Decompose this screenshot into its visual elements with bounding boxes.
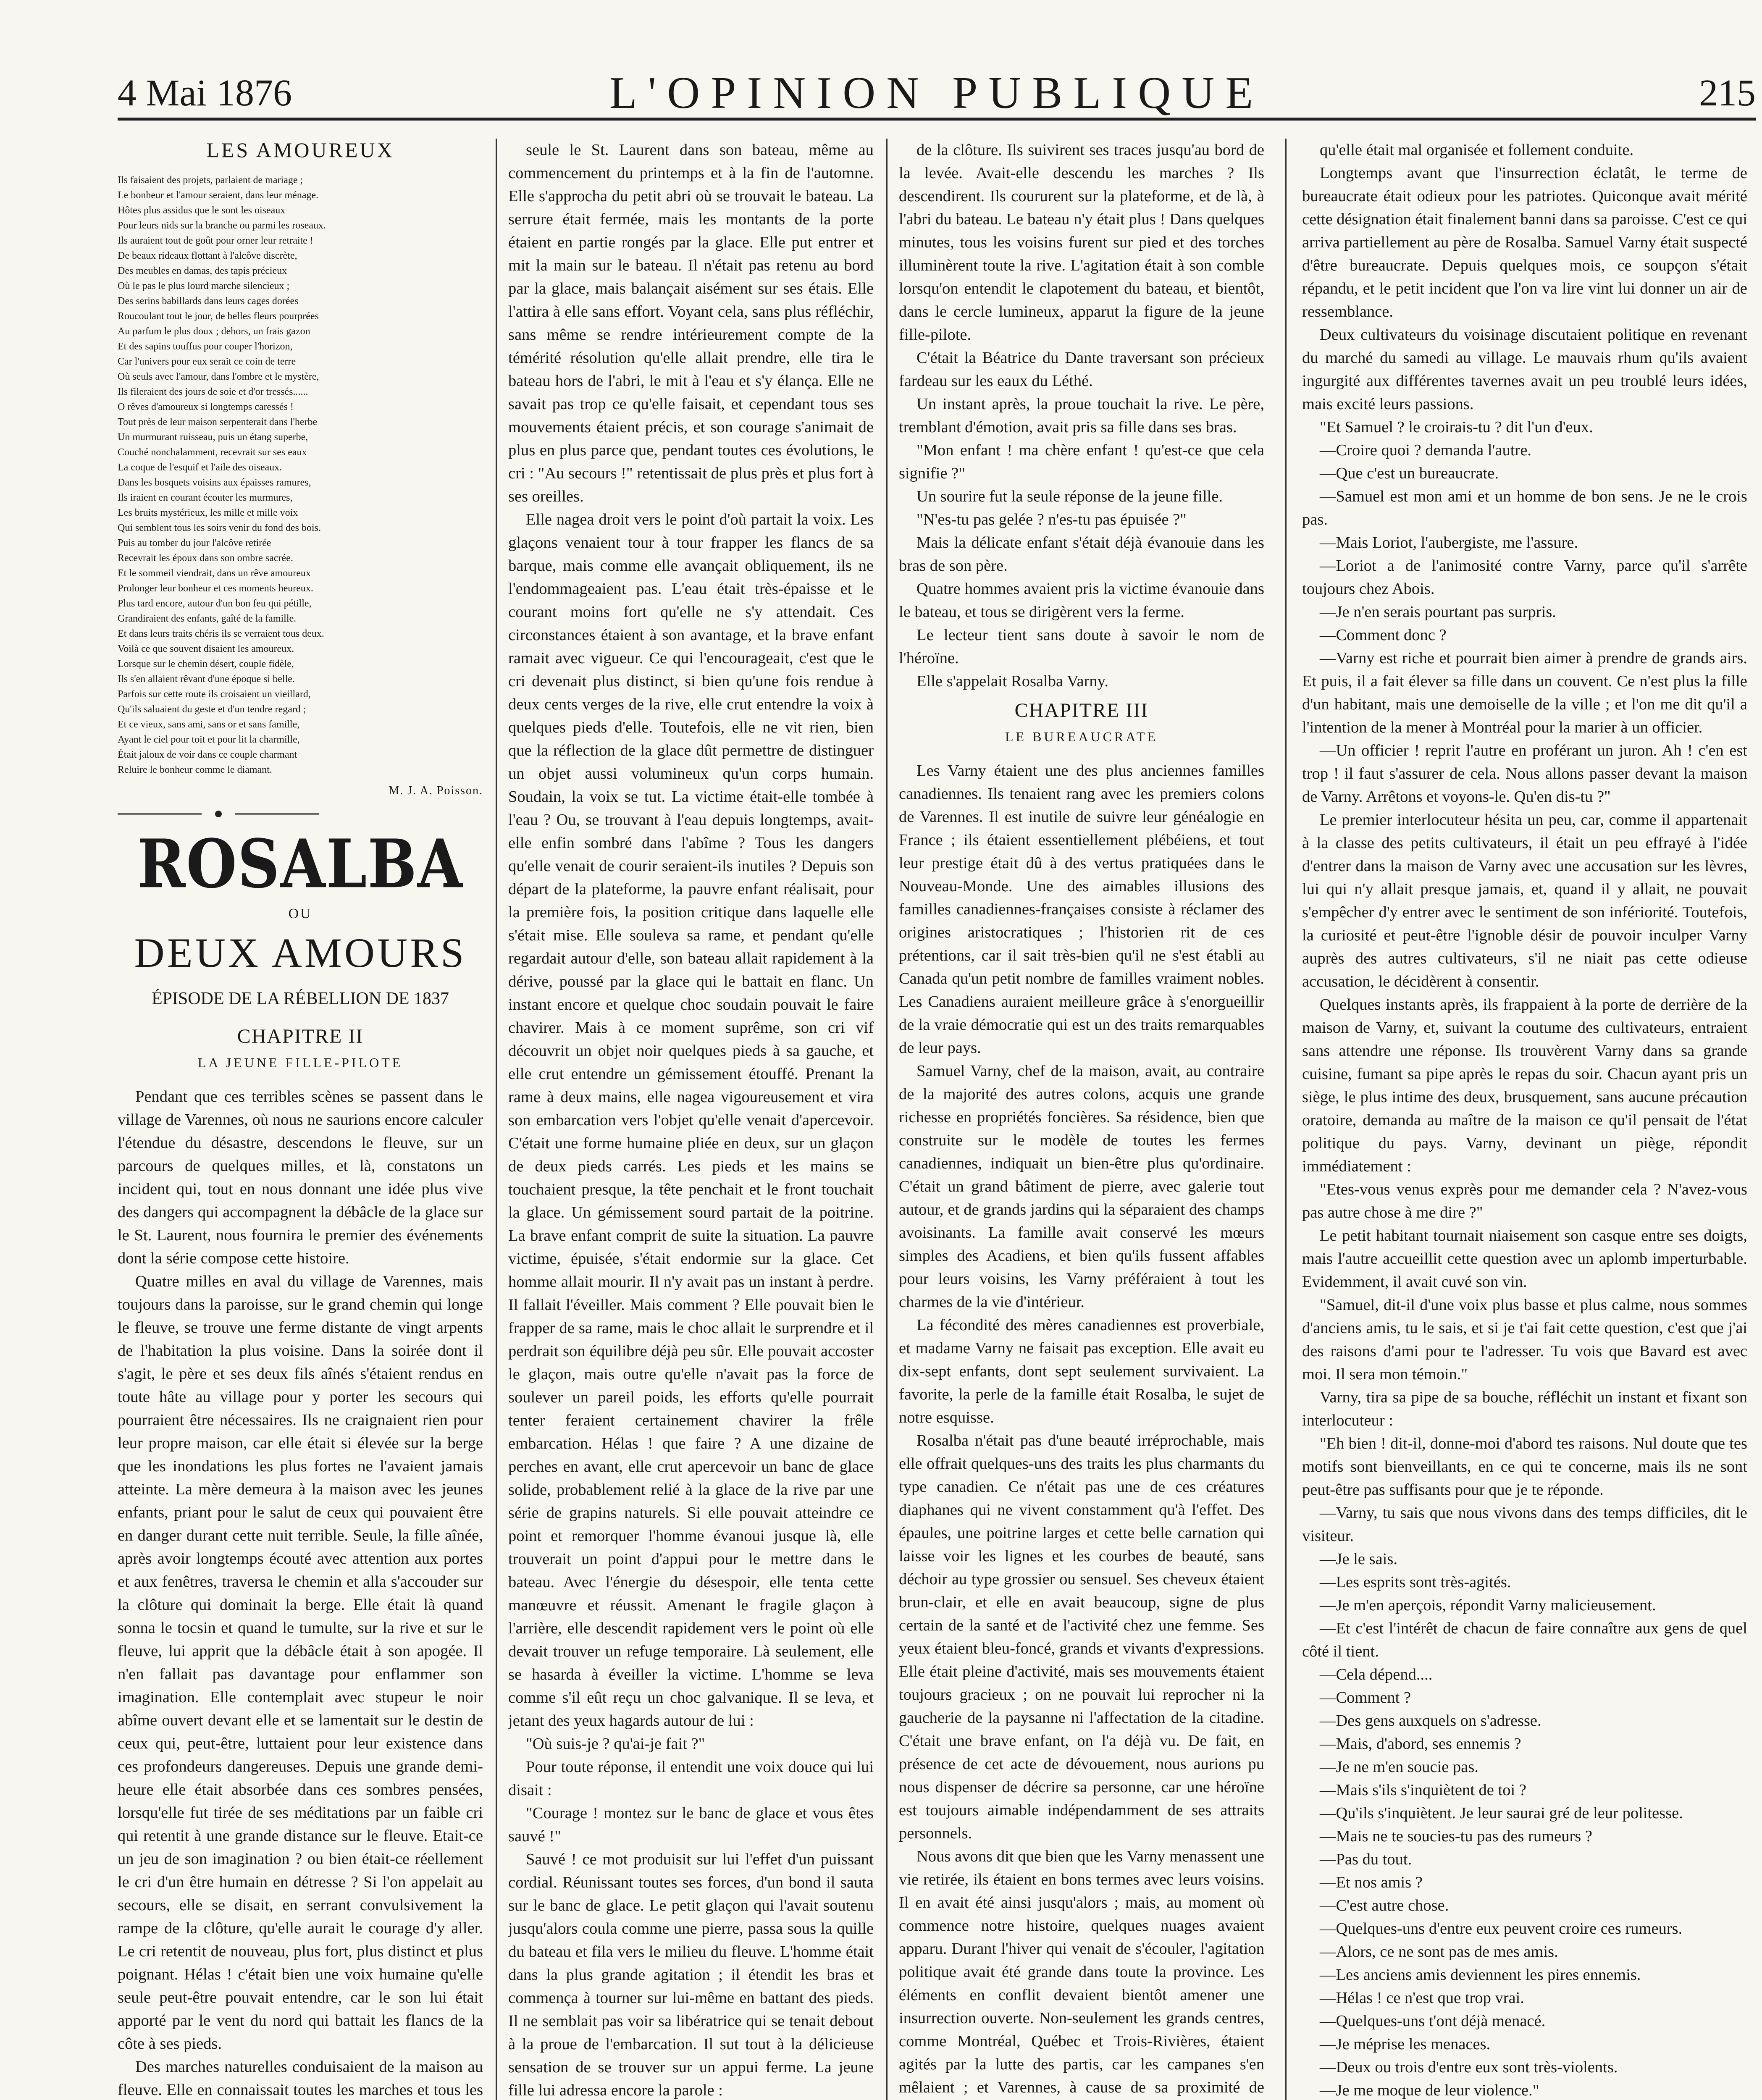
column-4-text (1302, 139, 1747, 2100)
paragraph: Mais la délicate enfant s'était déjà évanouie dans les bras de son père. (899, 534, 1264, 575)
column-2-text (508, 139, 874, 2100)
paragraph: —Je m'en aperçois, répondit Varny malicieusement. (1320, 1596, 1656, 1614)
paragraph: Le petit habitant tournait niaisement son casque entre ses doigts, mais l'autre accueillit cette question avec un aplomb imperturbable. Evidemment, il avait cuvé son vin. (1302, 1227, 1747, 1291)
paragraph: —Mais ne te soucies-tu pas des rumeurs ? (1320, 1827, 1592, 1845)
paragraph: Les Varny étaient une des plus anciennes familles canadiennes. Ils tenaient rang avec les premiers colons de Varennes. Il est inutile de suivre leur généalogie en France ; ils étaient essentiellement plébéiens, et tout leur prestige était dû à des vertus pratiquées dans le Nouveau-Monde. Une des aimables illusions des familles canadiennes-françaises consiste à réclamer des origines aristocratiques ; l'historien rit de ces prétentions, car il sait très-bien qu'il ne s'est établi au Canada qu'un petit nombre de familles vraiment nobles. Les Canadiens auraient meilleure grâce à s'enorgueillir de la vraie démocratie qui est un des traits remarquables de leur pays. (899, 762, 1264, 1057)
column-1-text (118, 1085, 483, 2100)
column-4 (1302, 139, 1747, 2100)
poem-line: Où le pas le plus lourd marche silencieux ; (118, 281, 290, 291)
newspaper-title: L'OPINION PUBLIQUE (609, 68, 1264, 118)
paragraph: —Que c'est un bureaucrate. (1320, 465, 1499, 482)
paragraph: "Mon enfant ! ma chère enfant ! qu'est-ce que cela signifie ?" (899, 441, 1264, 482)
paragraph: —Mais s'ils s'inquiètent de toi ? (1320, 1781, 1526, 1799)
poem-line: Ayant le ciel pour toit et pour lit la charmille, (118, 734, 300, 745)
paragraph: seule le St. Laurent dans son bateau, même au commencement du printemps et à la fin de l'automne. Elle s'approcha du petit abri où se trouvait le bateau. La serrure était fermée, mais les montants de la porte étaient en partie rongés par la glace. Elle put entrer et mit la main sur le bateau. Il n'était pas retenu au bord par la glace, mais balançait aisément sur ses étais. Elle l'attira à elle sans effort. Voyant cela, sans plus réfléchir, sans même se rendre intérieurement compte de la témérité résolution qu'elle allait prendre, elle tira le bateau hors de l'abri, le mit à l'eau et s'y élança. Elle ne savait pas trop ce qu'elle faisait, et cependant tous ses mouvements étaient précis, et son courage s'animait de plus en plus parce que, pendant toutes ces évolutions, le cri : "Au secours !" retentissait de plus près et plus fort à ses oreilles. (508, 141, 874, 505)
paragraph: "Eh bien ! dit-il, donne-moi d'abord tes raisons. Nul doute que tes motifs sont bienveillants, en ce qui te concerne, mais ils ne sont peut-être pas suffisants pour que je te réponde. (1302, 1435, 1747, 1499)
paragraph: Le premier interlocuteur hésita un peu, car, comme il appartenait à la classe des petits cultivateurs, il était un peu effrayé à l'idée d'entrer dans la maison de Varny avec une accusation sur les lèvres, lui qui n'y allait presque jamais, et, quand il y allait, ne pouvait s'empêcher d'y entrer avec le sentiment de son infériorité. Toutefois, la curiosité et peut-être l'ignoble désir de pouvoir inculper Varny auprès des autres cultivateurs, s'il ne niait pas cette odieuse accusation, le décidèrent à consentir. (1302, 811, 1747, 990)
paragraph: Un instant après, la proue touchait la rive. Le père, tremblant d'émotion, avait pris sa fille dans ses bras. (899, 395, 1264, 436)
poem-line: La coque de l'esquif et l'aile des oiseaux. (118, 462, 282, 473)
paragraph: Des marches naturelles conduisaient de la maison au fleuve. Elle en connaissait toutes les marches et tous les (118, 2058, 483, 2099)
poem-line: Qui semblent tous les soirs venir du fond des bois. (118, 522, 321, 533)
poem-line: De beaux rideaux flottant à l'alcôve discrète, (118, 250, 297, 261)
poem-line: Parfois sur cette route ils croisaient un vieillard, (118, 689, 311, 700)
paragraph: "Etes-vous venus exprès pour me demander cela ? N'avez-vous pas autre chose à me dire ?" (1302, 1181, 1747, 1221)
paragraph: Elle nagea droit vers le point d'où partait la voix. Les glaçons venaient tour à tour frapper les flancs de sa barque, mais comme elle avançait obliquement, ils ne l'endommageaient pas. L'eau était très-épaisse et le courant moins fort qu'elle ne s'y attendait. Ces circonstances étaient à son avantage, et la brave enfant ramait avec vigueur. Ce qui l'encourageait, c'est que le cri devenait plus distinct, si bien qu'une fois rendue à deux cents verges de la rive, elle crut entendre la voix à quelques pieds d'elle. Toutefois, elle ne vit rien, bien que la réflection de la glace dût permettre de distinguer un objet aussi volumineux qu'un corps humain. Soudain, la voix se tut. La victime était-elle tombée à l'eau ? Ou, se trouvant à l'eau depuis longtemps, avait-elle enfin sombré dans l'abîme ? Tous les dangers qu'elle venait de courir seraient-ils inutiles ? Depuis son départ de la plateforme, la pauvre enfant réalisait, pour la première fois, la position critique dans laquelle elle s'était mise. Elle souleva sa rame, et pendant qu'elle regardait autour d'elle, son bateau allait rapidement à la dérive, poussé par la glace qui le battait en flanc. Un instant encore et quelque choc soudain pouvait le faire chavirer. Mais à ce moment suprême, son cri vif découvrit un objet noir quelques pieds à sa gauche, et elle crut entendre un gémissement étouffé. Prenant la rame à deux mains, elle nagea vigoureusement et vira son embarcation vers l'objet qu'elle venait d'apercevoir. C'était une forme humaine pliée en deux, sur un glaçon de deux pieds carrés. Les pieds et les mains se touchaient presque, la tête penchait et le front touchait la glace. Un gémissement sourd partait de la poitrine. La brave enfant comprit de suite la situation. La pauvre victime, épuisée, s'était endormie sur la glace. Cet homme allait mourir. Il n'y avait pas un instant à perdre. Il fallait l'éveiller. Mais comment ? Elle pouvait bien le frapper de sa rame, mais le choc allait le surprendre et il perdrait son équilibre déjà peu sûr. Elle pouvait accoster le glaçon, mais outre qu'elle n'avait pas la force de soulever un pareil poids, les efforts qu'elle pourrait tenter feraient certainement chavirer la frêle embarcation. Hélas ! que faire ? A une dizaine de perches en avant, elle crut apercevoir un banc de glace solide, probablement relié à la glace de la rive par une série de grapins naturels. Si elle pouvait atteindre ce point et remorquer l'homme évanoui jusque là, elle trouverait un point d'appui pour le mettre dans le bateau. Avec l'énergie du désespoir, elle tenta cette manœuvre et réussit. Amenant le fragile glaçon à l'arrière, elle descendit rapidement vers le point où elle devait trouver un refuge temporaire. Là seulement, elle se hasarda à éveiller la victime. L'homme se leva comme s'il eût reçu un choc galvanique. Il se leva, et jetant des yeux hagards autour de lui : (508, 511, 874, 1730)
page-number: 215 (1699, 72, 1756, 114)
paragraph: —Cela dépend.... (1320, 1666, 1433, 1683)
issue-date: 4 Mai 1876 (118, 72, 292, 114)
paragraph: —Pas du tout. (1320, 1851, 1412, 1868)
poem-line: Où seuls avec l'amour, dans l'ombre et le mystère, (118, 371, 319, 382)
paragraph: —Je le sais. (1320, 1550, 1397, 1568)
poem-author: M. J. A. Poisson. (389, 784, 483, 797)
paragraph: de la clôture. Ils suivirent ses traces jusqu'au bord de la levée. Avait-elle descendu les marches ? Ils descendirent. Ils coururent sur la plateforme, et de là, à l'abri du bateau. Le bateau n'y était plus ! Dans quelques minutes, tous les voisins furent sur pied et des torches illuminèrent toute la rive. L'agitation était à son comble lorsqu'on entendit le clapotement du bateau, et bientôt, dans le cercle lumineux, apparut la figure de la jeune fille-pilote. (899, 141, 1264, 344)
paragraph: Quelques instants après, ils frappaient à la porte de derrière de la maison de Varny, et, suivant la coutume des cultivateurs, entraient sans attendre une réponse. Ils trouvèrent Varny dans sa grande cuisine, fumant sa pipe après le repas du soir. Chacun ayant pris un siège, le plus intime des deux, brusquement, sans aucune précaution oratoire, demanda au maître de la maison ce qu'il pensait de l'état politique du pays. Varny, devinant un piège, répondit immédiatement : (1302, 996, 1747, 1175)
paragraph: —Des gens auxquels on s'adresse. (1320, 1712, 1541, 1730)
column-1 (118, 139, 483, 2100)
poem-title: LES AMOUREUX (206, 139, 394, 162)
poem-line: Ils iraient en courant écouter les murmures, (118, 492, 293, 503)
novel-title: ROSALBA (137, 824, 464, 903)
poem-line: Reluire le bonheur comme le diamant. (118, 764, 272, 775)
novel-title-conjunction: OU (288, 906, 312, 921)
paragraph: Nous avons dit que bien que les Varny menassent une vie retirée, ils étaient en bons termes avec leurs voisins. Il en avait été ainsi jusqu'alors ; mais, au moment où commence notre histoire, quelques nuages avaient apparu. Durant l'hiver qui venait de s'écouler, l'agitation politique avait été grande dans toute la province. Les éléments en conflit devaient bientôt amener une insurrection ouverte. Non-seulement les grands centres, comme Montréal, Québec et Trois-Rivières, étaient agités par la lutte des partis, car les campanes s'en mêlaient ; et Varennes, à cause de sa proximité de (899, 1848, 1264, 2096)
poem-line: Au parfum le plus doux ; dehors, un frais gazon (118, 326, 310, 337)
paragraph: La fécondité des mères canadiennes est proverbiale, et madame Varny ne faisait pas exception. Elle avait eu dix-sept enfants, dont sept seulement survivaient. La favorite, la perle de la famille était Rosalba, le sujet de notre esquisse. (899, 1316, 1264, 1426)
paragraph: —Loriot a de l'animosité contre Varny, parce qu'il s'arrête toujours chez Abois. (1302, 557, 1747, 598)
paragraph: —Je n'en serais pourtant pas surpris. (1320, 603, 1556, 621)
chapter-3-subtitle: LE BUREAUCRATE (1005, 729, 1158, 744)
paragraph: "Courage ! montez sur le banc de glace et vous êtes sauvé !" (508, 1804, 874, 1845)
poem-line: Qu'ils saluaient du geste et d'un tendre regard ; (118, 704, 306, 715)
paragraph: —Deux ou trois d'entre eux sont très-violents. (1320, 2058, 1618, 2076)
poem-line: Un murmurant ruisseau, puis un étang superbe, (118, 432, 308, 443)
paragraph: —Samuel est mon ami et un homme de bon sens. Je ne le crois pas. (1302, 488, 1747, 528)
poem-line: Roucoulant tout le jour, de belles fleurs pourprées (118, 311, 319, 322)
poem-line: Puis au tomber du jour l'alcôve retirée (118, 538, 271, 549)
paragraph: Pour toute réponse, il entendit une voix douce qui lui disait : (508, 1758, 874, 1799)
paragraph: Rosalba n'était pas d'une beauté irréprochable, mais elle offrait quelques-uns des traits les plus charmants du type canadien. Ce n'était pas une de ces créatures diaphanes qui ne vivent constamment qu'à l'effet. Des épaules, une poitrine larges et cette belle carnation qui laisse voir les lignes et les courbes de beauté, sans déchoir au type grossier ou sensuel. Ses cheveux étaient brun-clair, et elle en avait beaucoup, signe de plus certain de la santé et de l'activité chez une femme. Ses yeux étaient bleu-foncé, grands et vivants d'expressions. Elle était pleine d'activité, mais ses mouvements étaient toujours gracieux ; on ne pouvait lui reprocher ni la gaucherie de la paysanne ni l'affectation de la citadine. C'était une brave enfant, on l'a déjà vu. De fait, en présence de cet acte de dévouement, nous aurions pu nous dispenser de décrire sa personne, car une héroïne est toujours aimable indépendamment de ses attraits personnels. (899, 1432, 1264, 1842)
paragraph: —Qu'ils s'inquiètent. Je leur saurai gré de leur politesse. (1320, 1804, 1683, 1822)
ornament-divider (118, 810, 319, 818)
poem-line: Et ce vieux, sans ami, sans or et sans famille, (118, 719, 300, 730)
paragraph: —Je me moque de leur violence." (1320, 2082, 1539, 2099)
paragraph: —Varny, tu sais que nous vivons dans des temps difficiles, dit le visiteur. (1302, 1504, 1747, 1545)
poem-line: Ils fileraient des jours de soie et d'or tressés...... (118, 386, 308, 397)
paragraph: —Quelques-uns t'ont déjà menacé. (1320, 2012, 1546, 2030)
paragraph: Quatre hommes avaient pris la victime évanouie dans le bateau, et tous se dirigèrent vers la ferme. (899, 580, 1264, 621)
poem-line: Couché nonchalamment, recevrait sur ses eaux (118, 447, 307, 458)
paragraph: —Et c'est l'intérêt de chacun de faire connaître aux gens de quel côté il tient. (1302, 1620, 1747, 1660)
paragraph: Le lecteur tient sans doute à savoir le nom de l'héroïne. (899, 626, 1264, 667)
paragraph: Quatre milles en aval du village de Varennes, mais toujours dans la paroisse, sur le grand chemin qui longe le fleuve, se trouve une ferme distante de vingt arpents de l'habitation la plus voisine. Dans la soirée dont il s'agit, le père et ses deux fils aînés s'étaient rendus en toute hâte au village pour y porter les secours qui pourraient être nécessaires. Ils ne craignaient rien pour leur propre maison, car elle était si élevée sur la berge que les inondations les plus fortes ne l'avaient jamais atteinte. La mère demeura à la maison avec les jeunes enfants, priant pour le salut de ceux qui pouvaient être en danger durant cette nuit terrible. Seule, la fille aînée, après avoir longtemps écouté avec attention aux portes et aux fenêtres, traversa le chemin et alla s'accouder sur la clôture qui dominait la berge. Elle était là quand sonna le tocsin et quand le tumulte, sur la rive et sur le fleuve, lui apprit que la débâcle était à son apogée. Il n'en fallait pas davantage pour enflammer son imagination. Elle contemplait avec stupeur le noir abîme ouvert devant elle et se lamentait sur le destin de ceux qui, peut-être, luttaient pour leur existence dans ces profondeurs dangereuses. Depuis une grande demi-heure elle était absorbée dans ces sombres pensées, lorsqu'elle fut tirée de ses méditations par un faible cri qui retentit à une grande distance sur le fleuve. Etait-ce un jeu de son imagination ? ou bien était-ce réellement le cri d'un être humain en détresse ? Si l'on appelait au secours, elle se disait, en serrant convulsivement la rampe de la clôture, qu'elle aurait le courage d'y aller. Le cri retentit de nouveau, plus fort, plus distinct et plus poignant. Hélas ! c'était bien une voix humaine qu'elle seule peut-être pouvait entendre, car le son lui était apporté par le vent du nord qui battait les flancs de la côte à ses pieds. (118, 1273, 483, 2053)
paragraph: —Croire quoi ? demanda l'autre. (1320, 441, 1532, 459)
poem-line: Pour leurs nids sur la branche ou parmi les roseaux. (118, 220, 326, 231)
page-header (118, 63, 1756, 122)
poem-body (118, 173, 483, 777)
paragraph: "Où suis-je ? qu'ai-je fait ?" (526, 1735, 705, 1753)
paragraph: Samuel Varny, chef de la maison, avait, au contraire de la majorité des autres colons, acquis une grande richesse en propriétés foncières. Sa résidence, bien que construite sur le modèle de toutes les fermes canadiennes, indiquait un bien-être plus qu'ordinaire. C'était un grand bâtiment de pierre, avec galerie tout autour, et de grands jardins qui la séparaient des champs avoisinants. La famille avait conservé les mœurs simples des Acadiens, et bien qu'ils fussent affables pour leurs voisins, les Varny préféraient à tout les charmes de la vie d'intérieur. (899, 1062, 1264, 1311)
poem-line: Était jaloux de voir dans ce couple charmant (118, 749, 297, 760)
header-rule (118, 118, 1756, 121)
column-divider (1285, 139, 1287, 2100)
column-3 (899, 139, 1264, 2100)
poem-line: Ils auraient tout de goût pour orner leur retraite ! (118, 235, 313, 246)
poem-line: Hôtes plus assidus que le sont les oiseaux (118, 205, 286, 216)
poem-line: Et des sapins touffus pour couper l'horizon, (118, 341, 293, 352)
poem-line: Grandiraient des enfants, gaîté de la famille. (118, 613, 297, 624)
poem-line: Voilà ce que souvent disaient les amoureux. (118, 643, 294, 654)
poem-line: Tout près de leur maison serpenterait dans l'herbe (118, 417, 318, 428)
paragraph: —Quelques-uns d'entre eux peuvent croire ces rumeurs. (1320, 1920, 1683, 1937)
paragraph: "N'es-tu pas gelée ? n'es-tu pas épuisée ?" (916, 511, 1187, 528)
poem-line: Car l'univers pour eux serait ce coin de terre (118, 356, 296, 367)
poem-line: Le bonheur et l'amour seraient, dans leur ménage. (118, 190, 319, 201)
paragraph: —Comment ? (1320, 1689, 1411, 1706)
chapter-2-subtitle: LA JEUNE FILLE-PILOTE (197, 1055, 403, 1070)
paragraph: qu'elle était mal organisée et follement conduite. (1320, 141, 1634, 159)
chapter-2-title: CHAPITRE II (237, 1025, 364, 1047)
novel-episode: ÉPISODE DE LA RÉBELLION DE 1837 (151, 989, 449, 1008)
poem-line: Et le sommeil viendrait, dans un rêve amoureux (118, 568, 311, 579)
paragraph: Sauvé ! ce mot produisit sur lui l'effet d'un puissant cordial. Réunissant toutes ses forces, d'un bond il sauta sur le banc de glace. Le petit glaçon qui l'avait soutenu jusqu'alors coula comme une pierre, passa sous la quille du bateau et fila vers le milieu du fleuve. L'homme était dans la plus grande agitation ; il étendit les bras et commença à tourner sur lui-même en battant des pieds. Il ne semblait pas voir sa libératrice qui se tenait debout à la proue de l'embarcation. Il sut tout à la délicieuse sensation de se trouver sur un appui ferme. La jeune fille lui adressa encore la parole : (508, 1851, 874, 2099)
poem-line: Et dans leurs traits chéris ils se verraient tous deux. (118, 628, 324, 639)
paragraph: —Alors, ce ne sont pas de mes amis. (1320, 1943, 1558, 1961)
paragraph: —Les esprits sont très-agités. (1320, 1573, 1511, 1591)
paragraph: Longtemps avant que l'insurrection éclatât, le terme de bureaucrate était odieux pour les patriotes. Quiconque avait mérité cette désignation était finalement banni dans sa paroisse. C'est ce qui arriva partiellement au père de Rosalba. Samuel Varny était suspecté d'être bureaucrate. Depuis quelques mois, ce soupçon s'était répandu, et le petit incident que l'on va lire vint lui donner un air de ressemblance. (1302, 164, 1747, 320)
paragraph: "Samuel, dit-il d'une voix plus basse et plus calme, nous sommes d'anciens amis, tu le sais, et si je t'ai fait cette question, c'est que j'ai des raisons d'ami pour te l'adresser. Tu vois que Bavard est avec moi. Il sera mon témoin." (1302, 1296, 1747, 1383)
poem-line: Ils s'en allaient rêvant d'une époque si belle. (118, 674, 295, 685)
paragraph: —Les anciens amis deviennent les pires ennemis. (1320, 1966, 1641, 1984)
paragraph: —Hélas ! ce n'est que trop vrai. (1320, 1989, 1524, 2007)
poem-line: O rêves d'amoureux si longtemps caressés ! (118, 402, 294, 412)
poem-line: Ils faisaient des projets, parlaient de mariage ; (118, 175, 303, 186)
column-2 (508, 139, 874, 2100)
paragraph: —Et nos amis ? (1320, 1874, 1423, 1891)
poem-line: Recevrait les époux dans son ombre sacrée. (118, 553, 293, 564)
paragraph: —Comment donc ? (1320, 626, 1447, 644)
paragraph: Varny, tira sa pipe de sa bouche, réfléchit un instant et fixant son interlocuteur : (1302, 1389, 1747, 1429)
column-3-text-continued (899, 759, 1264, 2100)
paragraph: —Mais, d'abord, ses ennemis ? (1320, 1735, 1521, 1753)
column-divider (886, 139, 888, 2100)
paragraph: —Varny est riche et pourrait bien aimer à prendre de grands airs. Et puis, il a fait élever sa fille dans un couvent. Ce n'est plus la fille d'un habitant, mais une demoiselle de la ville ; et l'on me dit qu'il a l'intention de la mener à Montréal pour la marier à un officier. (1302, 649, 1747, 736)
poem-line: Lorsque sur le chemin désert, couple fidèle, (118, 659, 294, 669)
paragraph: —Je ne m'en soucie pas. (1320, 1758, 1478, 1776)
chapter-3-title: CHAPITRE III (1014, 699, 1149, 722)
paragraph: Elle s'appelait Rosalba Varny. (916, 672, 1109, 690)
paragraph: Pendant que ces terribles scènes se passent dans le village de Varennes, où nous ne saurions encore calculer l'étendue du désastre, descendons le fleuve, sur un parcours de quelques milles, et là, constatons un incident qui, tout en nous donnant une idée plus vive des dangers qui accompagnent la débâcle de la glace sur le St. Laurent, nous fournira le premier des événements dont la série compose cette histoire. (118, 1088, 483, 1267)
poem-line: Des serins babillards dans leurs cages dorées (118, 296, 299, 307)
paragraph: —Je méprise les menaces. (1320, 2035, 1491, 2053)
paragraph: —C'est autre chose. (1320, 1897, 1449, 1914)
paragraph: "Et Samuel ? le croirais-tu ? dit l'un d'eux. (1320, 418, 1593, 436)
poem-line: Dans les bosquets voisins aux épaisses ramures, (118, 477, 311, 488)
paragraph: Un sourire fut la seule réponse de la jeune fille. (916, 488, 1223, 505)
poem-line: Des meubles en damas, des tapis précieux (118, 265, 287, 276)
novel-subtitle: DEUX AMOURS (134, 929, 467, 976)
poem-line: Plus tard encore, autour d'un bon feu qui pétille, (118, 598, 312, 609)
paragraph: —Mais Loriot, l'aubergiste, me l'assure. (1320, 534, 1578, 551)
column-divider (496, 139, 497, 2100)
column-3-text (899, 139, 1264, 693)
paragraph: —Un officier ! reprit l'autre en proférant un juron. Ah ! c'en est trop ! il faut s'assurer de cela. Nous allons passer devant la maison de Varny. Arrêtons et voyons-le. Qu'en dis-tu ?" (1302, 742, 1747, 806)
paragraph: C'était la Béatrice du Dante traversant son précieux fardeau sur les eaux du Léthé. (899, 349, 1264, 390)
paragraph: Deux cultivateurs du voisinage discutaient politique en revenant du marché du samedi au village. Le mauvais rhum qu'ils avaient ingurgité aux différentes tavernes avait un peu troublé leurs idées, mais excité leurs passions. (1302, 326, 1747, 413)
poem-line: Les bruits mystérieux, les mille et mille voix (118, 507, 298, 518)
poem-line: Prolonger leur bonheur et ces moments heureux. (118, 583, 313, 594)
